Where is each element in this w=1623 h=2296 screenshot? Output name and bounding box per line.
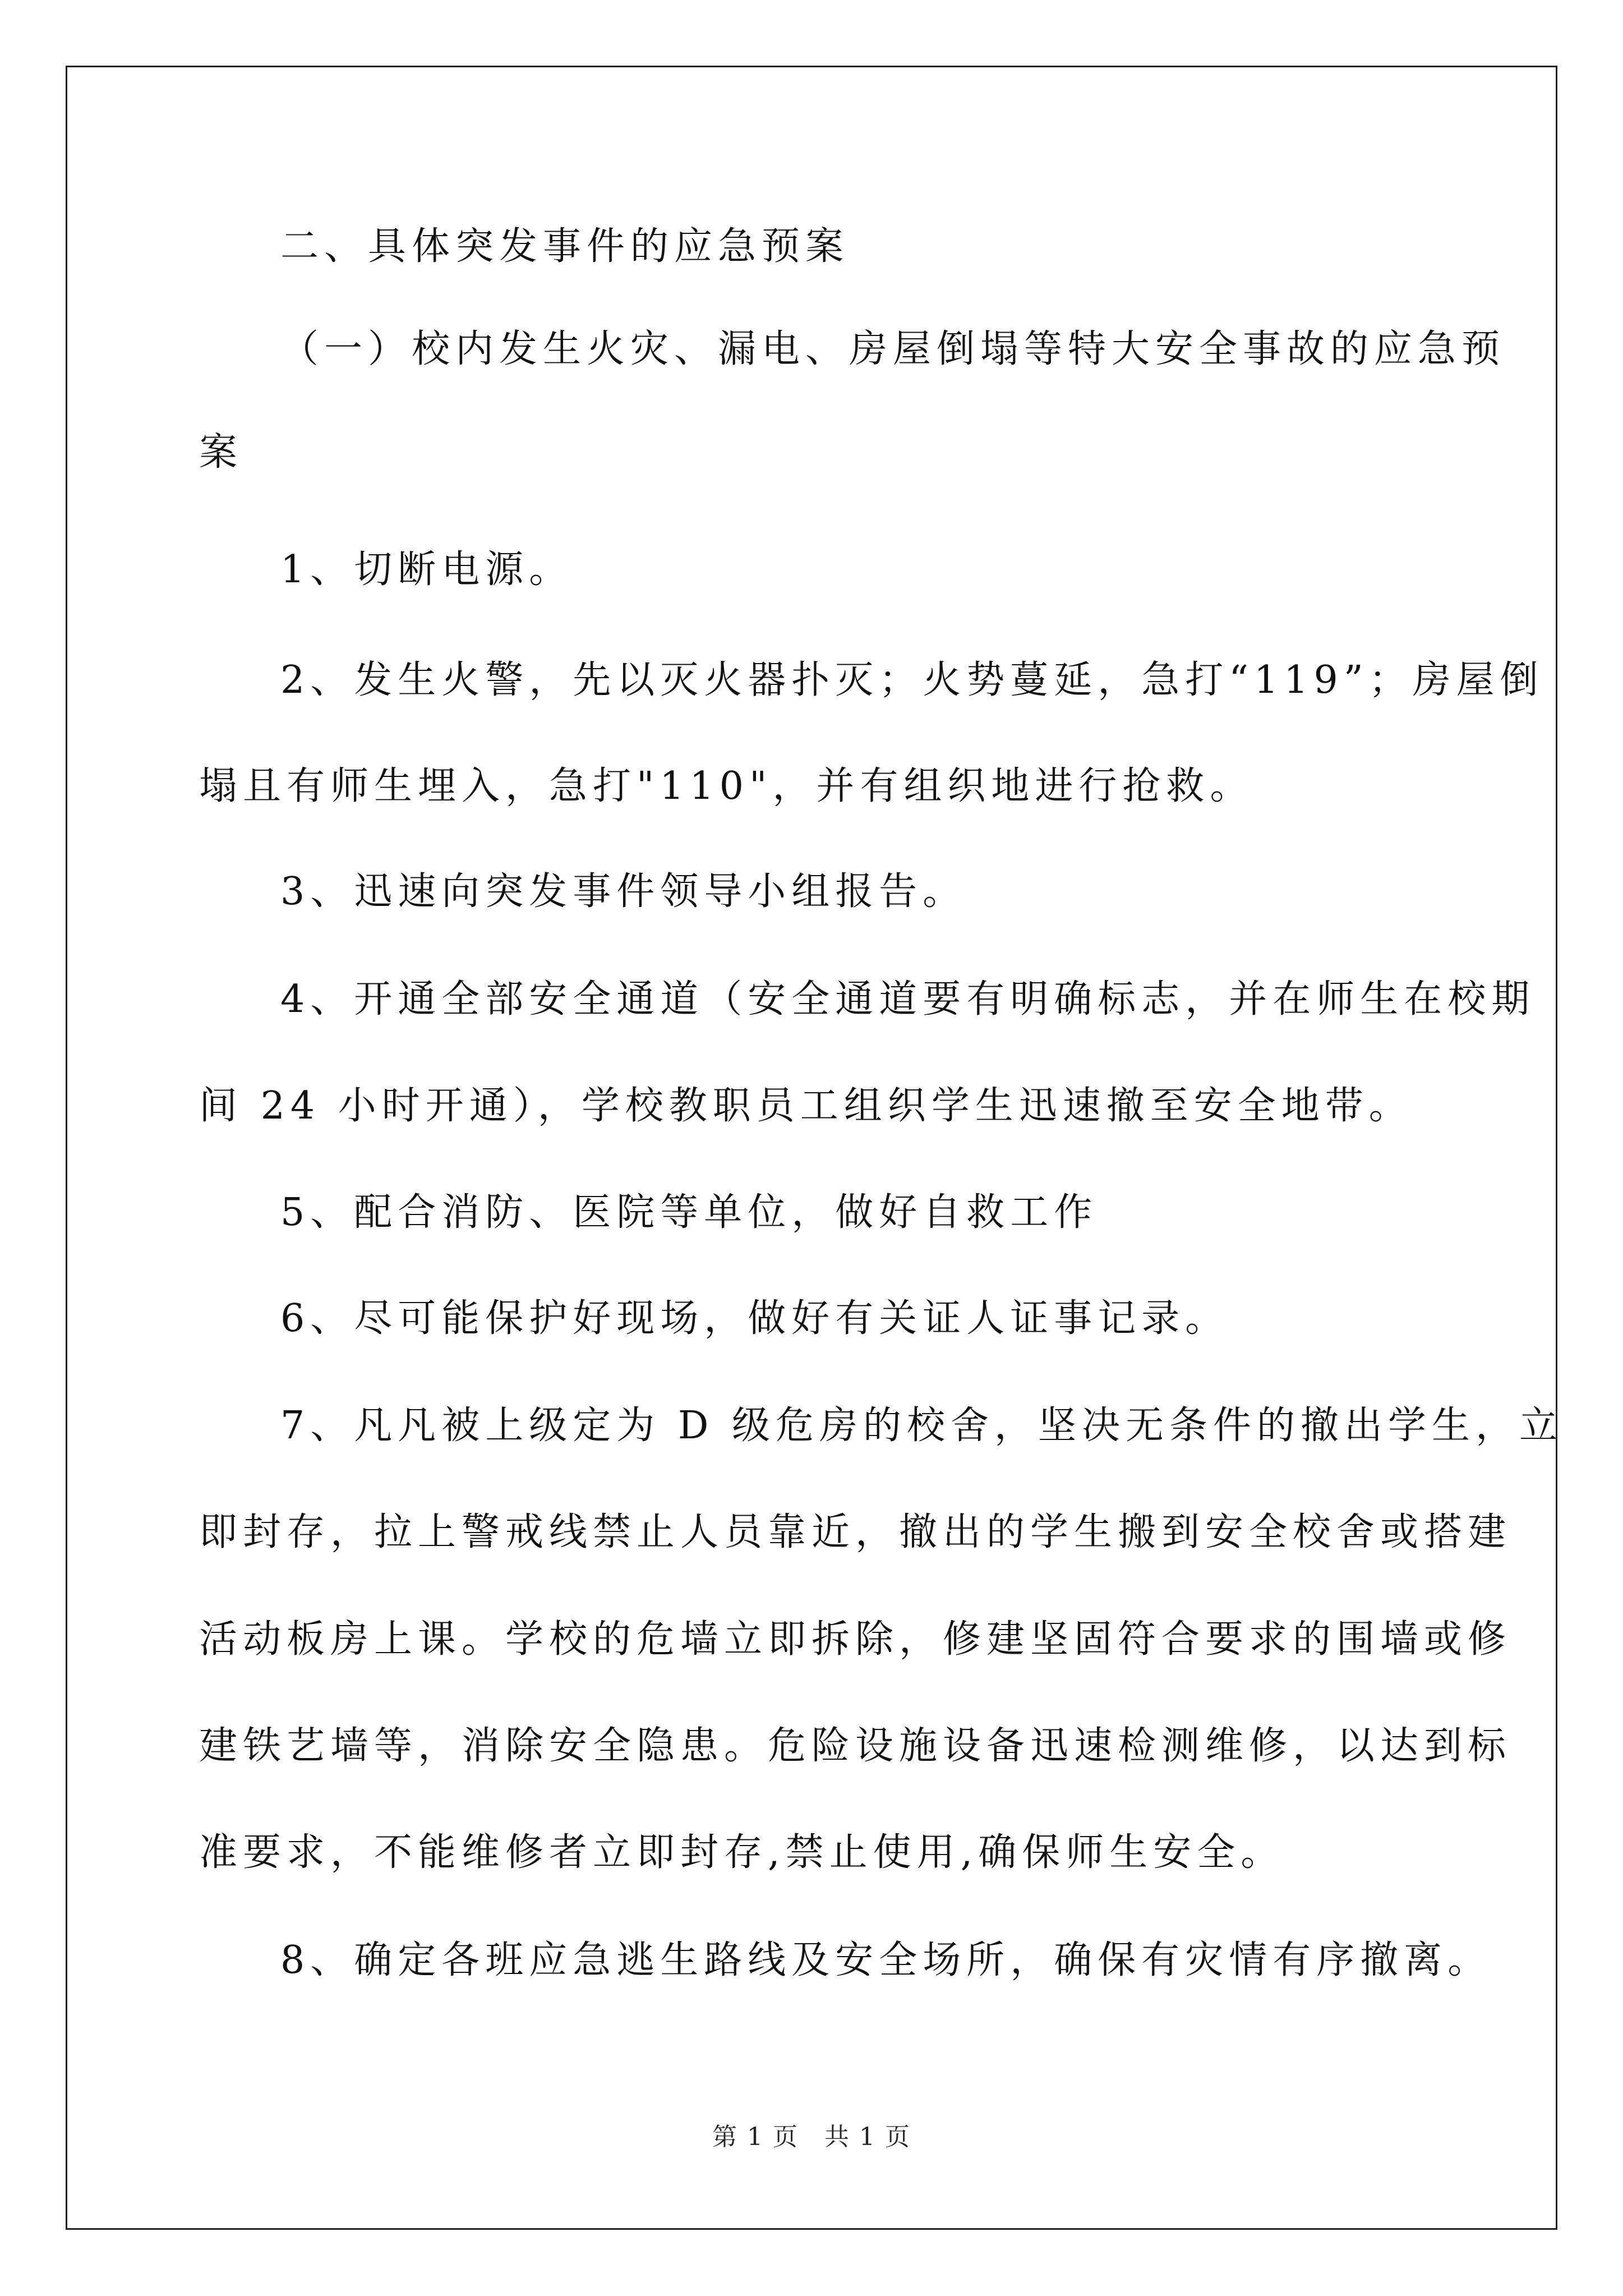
item-2-line-2: 塌且有师生埋入，急打"110"，并有组织地进行抢救。 [199, 764, 1254, 808]
item-4-line-2: 间 24 小时开通），学校教职员工组织学生迅速撤至安全地带。 [199, 1084, 1413, 1128]
item-7-line-4: 建铁艺墙等，消除安全隐患。危险设施设备迅速检测维修，以达到标 [199, 1724, 1512, 1768]
section-heading: 二、具体突发事件的应急预案 [280, 224, 850, 269]
item-3-line-1: 3、迅速向突发事件领导小组报告。 [280, 869, 967, 914]
item-6-line-1: 6、尽可能保护好现场，做好有关证人证事记录。 [280, 1296, 1229, 1341]
item-1-line-1: 1、切断电源。 [280, 547, 573, 592]
item-2-line-1: 2、发生火警，先以灭火器扑灭；火势蔓延，急打“119”；房屋倒 [280, 658, 1544, 702]
item-7-line-2: 即封存，拉上警戒线禁止人员靠近，撤出的学生搬到安全校舍或搭建 [199, 1510, 1512, 1554]
item-8-line-1: 8、确定各班应急逃生路线及安全场所，确保有灾情有序撤离。 [280, 1938, 1492, 1982]
item-4-line-1: 4、开通全部安全通道（安全通道要有明确标志，并在师生在校期 [280, 977, 1536, 1022]
subsection-heading-line-2: 案 [199, 430, 243, 475]
subsection-heading-line-1: （一）校内发生火灾、漏电、房屋倒塌等特大安全事故的应急预 [280, 327, 1506, 371]
item-5-line-1: 5、配合消防、医院等单位，做好自救工作 [280, 1190, 1098, 1235]
item-7-line-5: 准要求，不能维修者立即封存,禁止使用,确保师生安全。 [199, 1830, 1285, 1875]
item-7-line-1: 7、凡凡被上级定为 D 级危房的校舍，坚决无条件的撤出学生，立 [280, 1404, 1564, 1448]
page-border [66, 66, 1557, 2230]
item-7-line-3: 活动板房上课。学校的危墙立即拆除，修建坚固符合要求的围墙或修 [199, 1617, 1512, 1662]
page-number-footer: 第 1 页 共 1 页 [712, 2123, 911, 2151]
